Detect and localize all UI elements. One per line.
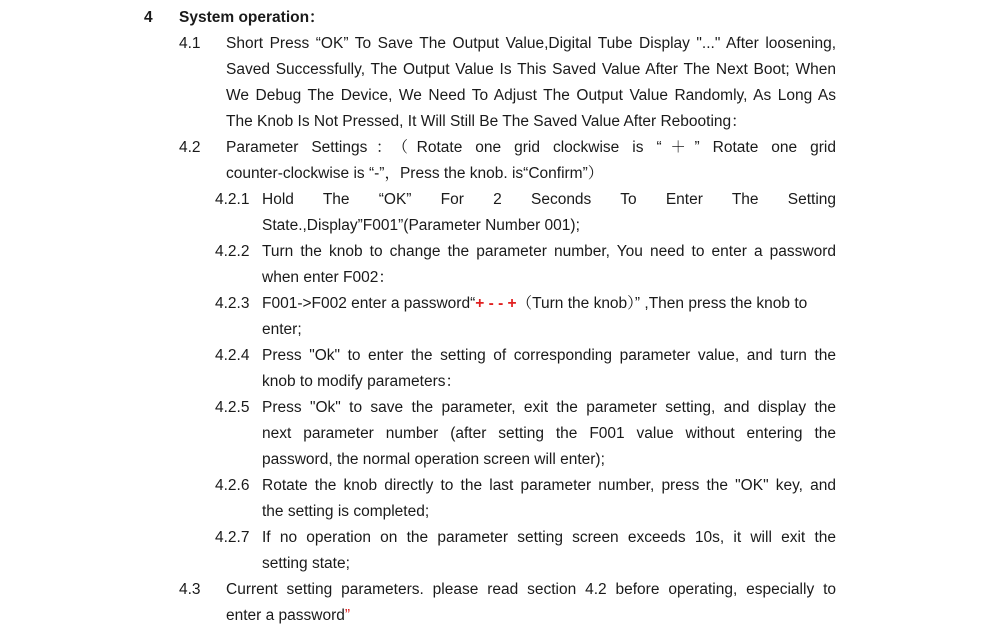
item-4-2-3-post: （Turn the knob）” ,Then press the knob to (516, 295, 808, 312)
item-4-2-5-line-3: password, the normal operation screen will enter); (262, 451, 605, 468)
item-4-2-4-line-1: Press "Ok" to enter the setting of corresponding parameter value, and turn the (262, 347, 836, 364)
item-4-2-line-2: counter-clockwise is “-”，Press the knob. is“Confirm”） (226, 165, 604, 182)
item-4-3-line-2-text: enter a password (226, 607, 345, 624)
item-4-3-line-1: Current setting parameters. please read section 4.2 before operating, especially to (226, 581, 836, 598)
item-number-4-1: 4.1 (179, 35, 201, 52)
item-4-1-line-2: Saved Successfully, The Output Value Is This Saved Value After The Next Boot; When (226, 61, 836, 78)
closing-quote: ” (344, 607, 351, 624)
section-number: 4 (144, 9, 153, 26)
item-4-2-line-1: Parameter Settings：（Rotate one grid clockwise is “＋” Rotate one grid (226, 139, 836, 156)
item-4-2-6-line-2: the setting is completed; (262, 503, 430, 520)
item-4-2-3-line-1 (262, 291, 836, 317)
item-4-2-3-line-2: enter; (262, 321, 302, 338)
item-4-2-5-line-2: next parameter number (after setting the F001 value without entering the (262, 425, 836, 442)
item-4-1-line-4: The Knob Is Not Pressed, It Will Still Be The Saved Value After Rebooting： (226, 113, 747, 130)
item-number-4-2-7: 4.2.7 (215, 529, 250, 546)
item-4-2-5-line-1: Press "Ok" to save the parameter, exit the parameter setting, and display the (262, 399, 836, 416)
item-number-4-2-3: 4.2.3 (215, 295, 250, 312)
item-4-2-2-line-2: when enter F002： (262, 269, 394, 286)
password-sequence: + - - + (475, 295, 517, 312)
section-title: System operation： (179, 9, 325, 26)
item-4-2-3-pre: F001->F002 enter a password“ (262, 295, 476, 312)
item-number-4-2-2: 4.2.2 (215, 243, 250, 260)
item-number-4-2-4: 4.2.4 (215, 347, 250, 364)
item-4-1-line-1: Short Press “OK” To Save The Output Value,Digital Tube Display "..." After loosening, (226, 35, 836, 52)
item-4-3-line-2 (226, 603, 350, 629)
item-4-2-6-line-1: Rotate the knob directly to the last parameter number, press the "OK" key, and (262, 477, 836, 494)
item-4-2-1-line-1: Hold The “OK” For 2 Seconds To Enter The Setting (262, 191, 836, 208)
item-4-2-1-line-2: State.,Display”F001”(Parameter Number 001); (262, 217, 580, 234)
item-number-4-2-5: 4.2.5 (215, 399, 250, 416)
item-4-1-line-3: We Debug The Device, We Need To Adjust The Output Value Randomly, As Long As (226, 87, 836, 104)
item-4-2-4-line-2: knob to modify parameters： (262, 373, 462, 390)
item-number-4-3: 4.3 (179, 581, 201, 598)
item-number-4-2: 4.2 (179, 139, 201, 156)
item-number-4-2-1: 4.2.1 (215, 191, 250, 208)
item-4-2-7-line-2: setting state; (262, 555, 350, 572)
item-4-2-2-line-1: Turn the knob to change the parameter number, You need to enter a password (262, 243, 836, 260)
item-number-4-2-6: 4.2.6 (215, 477, 250, 494)
item-4-2-7-line-1: If no operation on the parameter setting screen exceeds 10s, it will exit the (262, 529, 836, 546)
